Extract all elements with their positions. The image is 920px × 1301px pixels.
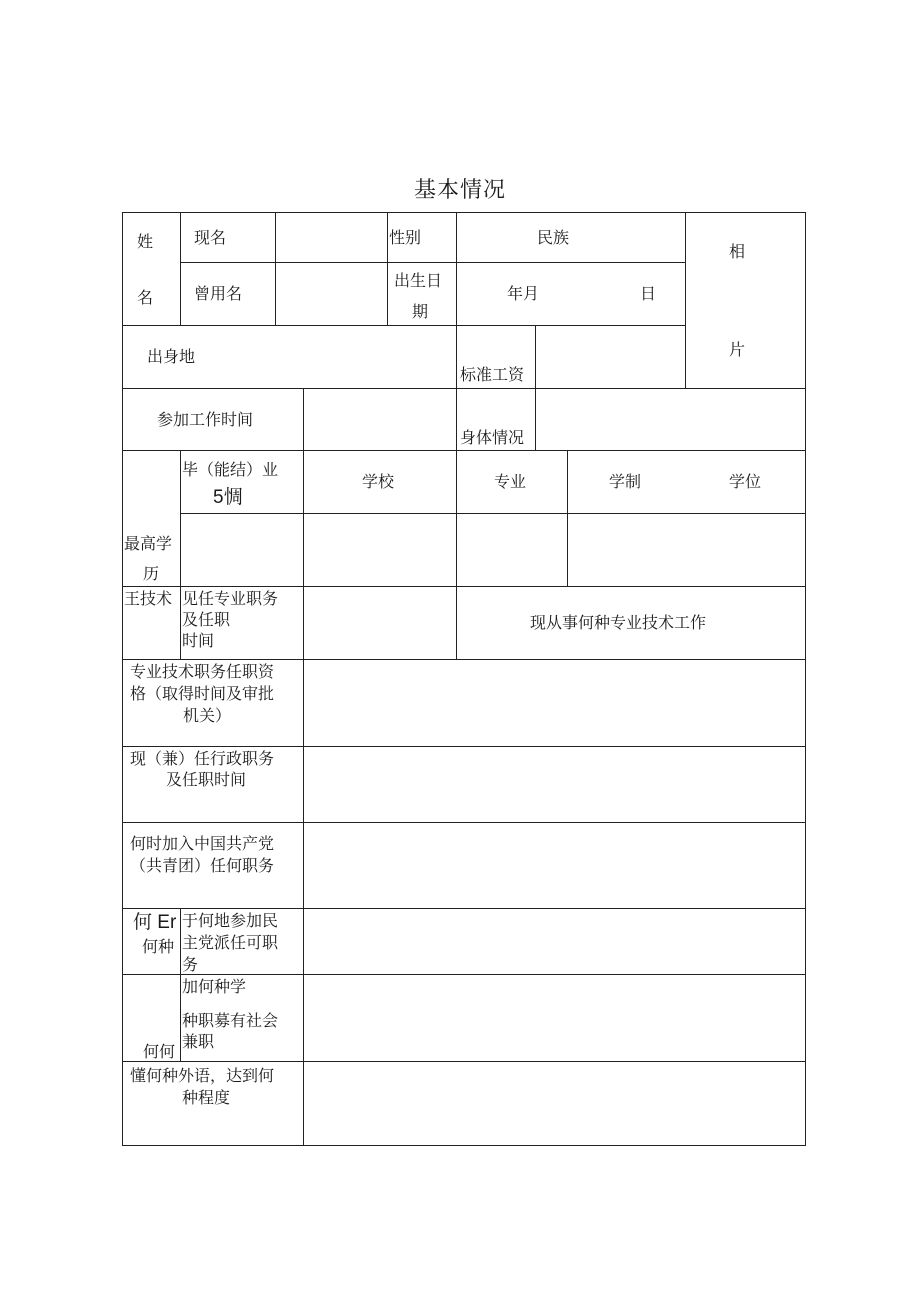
duration-header: 学制 [609,472,642,491]
tech-qualification-line3: 机关） [183,706,232,725]
admin-position-line1: 现（兼）任行政职务 [130,749,275,768]
highest-education-label-line1: 最高学 [124,534,173,553]
name-label-char2: 名 [137,288,154,307]
current-tech-position-line1: 见任专业职务 [182,589,279,608]
col-line [122,212,123,1146]
col-line [456,212,457,660]
col-line [567,450,568,586]
row-line [122,388,805,389]
current-tech-position-line2: 及任职 [182,610,231,629]
democratic-party-right-line2: 主党派任可职 [182,933,279,952]
tech-qualification-line1: 专业技术职务任职资 [130,662,275,681]
photo-label-char2: 片 [729,340,746,359]
party-join-line1: 何时加入中国共产党 [130,834,275,853]
major-header: 专业 [494,472,527,491]
col-line [535,325,536,450]
col-line [180,212,181,325]
col-line [805,212,806,1146]
democratic-party-right-line1: 于何地参加民 [182,911,279,930]
row-line [180,513,805,514]
name-label-char1: 姓 [137,232,154,251]
graduation-label-line2: 5惆 [213,487,243,508]
former-name-label: 曾用名 [194,284,243,303]
health-label: 身体情况 [460,428,525,447]
social-position-right-line3: 兼职 [182,1032,215,1051]
standard-salary-label: 标准工资 [460,365,525,384]
year-month-label: 年月 [507,284,540,303]
school-header: 学校 [362,472,395,491]
democratic-party-left-line2: 何种 [142,937,175,956]
work-start-time-label: 参加工作时间 [157,410,254,429]
col-line [303,388,304,1145]
ethnicity-label: 民族 [537,228,570,247]
foreign-language-line1: 懂何种外语，达到何 [130,1066,275,1085]
row-line [122,974,805,975]
highest-education-label-line2: 历 [143,564,160,583]
photo-label-char1: 相 [729,242,746,261]
row-line [122,908,805,909]
current-tech-position-line3: 时间 [182,631,215,650]
row-line [122,659,805,660]
birth-date-label-line1: 出生日 [394,271,443,290]
tech-qualification-line2: 格（取得时间及审批 [130,684,275,703]
degree-header: 学位 [729,472,762,491]
social-position-right-line2: 种职募有社会 [182,1011,279,1030]
col-line [685,212,686,388]
foreign-language-line2: 种程度 [182,1088,231,1107]
col-line [387,212,388,325]
row-line [122,586,805,587]
form-title: 基本情况 [413,178,506,203]
graduation-label-line1: 毕（能结）业 [182,460,279,479]
gender-label: 性别 [389,228,422,247]
social-position-right-line1: 加何种学 [182,977,247,996]
birth-date-label-line2: 期 [412,302,429,321]
col-line [180,450,181,659]
row-line [122,746,805,747]
col-line [275,212,276,325]
row-line [180,262,685,263]
origin-label: 出身地 [147,347,196,366]
row-line [122,212,805,213]
row-line [122,450,805,451]
social-position-left: 何何 [143,1042,176,1061]
row-line [122,325,685,326]
party-join-line2: （共青团）任何职务 [130,856,275,875]
current-tech-work-label: 现从事何种专业技术工作 [530,613,707,632]
col-line [180,908,181,1061]
row-line [122,1061,805,1062]
democratic-party-left-line1: 何 Er [133,912,177,933]
current-name-label: 现名 [194,228,227,247]
admin-position-line2: 及任职时间 [166,770,247,789]
democratic-party-right-line3: 务 [182,955,199,974]
row-line [122,822,805,823]
tech-prefix-label: 王技术 [124,589,173,608]
day-label: 日 [640,284,657,303]
row-line [122,1145,805,1146]
